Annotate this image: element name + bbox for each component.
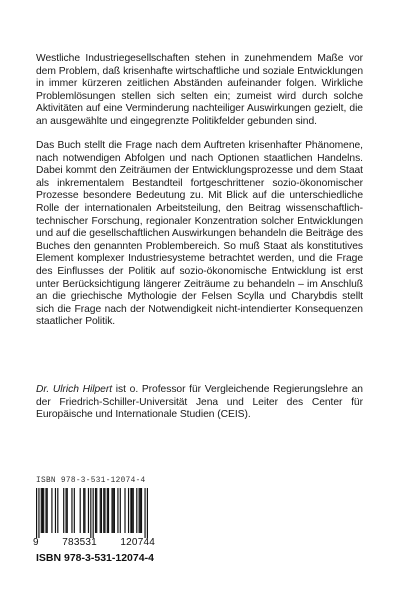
barcode-bar: [84, 488, 85, 533]
barcode-bar: [90, 488, 91, 538]
barcode-bar: [139, 488, 140, 533]
barcode-bar: [111, 488, 112, 533]
barcode-bar: [42, 488, 43, 533]
barcode-bar: [147, 488, 148, 538]
barcode-bar: [65, 488, 66, 533]
barcode-bar: [136, 488, 137, 533]
barcode-bar: [130, 488, 131, 533]
barcode-digit-group-right: 120744: [120, 537, 155, 548]
barcode-bar: [101, 488, 102, 533]
barcode-bar: [95, 488, 96, 533]
barcode-bar: [83, 488, 84, 533]
barcode-bar: [41, 488, 42, 533]
isbn-large-label: ISBN 978-3-531-12074-4: [36, 552, 154, 564]
barcode-bar: [51, 488, 52, 533]
barcode-bar: [114, 488, 115, 533]
barcode-bar: [80, 488, 81, 533]
barcode-bar: [144, 488, 145, 538]
barcode-bar: [36, 488, 37, 538]
barcode-bar: [107, 488, 108, 533]
barcode-bar: [96, 488, 97, 533]
paragraph-intro-text: Westliche Industriegesellschaften stehen in zunehmendem Maße vor dem Problem, daß krisenhafte wirtschaftliche und soziale Entwicklungen in immer kürzeren zeitlichen Abständen aufeinander folgen. Wirkliche Problemlösungen stellen sich selten ein; zumeist wird durch solche Aktivitäten auf eine Verminderung nachteiliger Auswirkungen gezielt, die an ausgewählte und eingegrenzte Politikfelder gebunden sind.: [36, 53, 363, 127]
barcode-bar: [103, 488, 104, 533]
barcode-digit-lead: 9: [33, 537, 39, 548]
barcode-bar: [108, 488, 109, 533]
barcode-bar: [57, 488, 58, 533]
isbn-barcode: [36, 488, 148, 538]
paragraph-intro: [36, 53, 363, 129]
barcode-digits: [33, 537, 155, 548]
barcode-bar: [131, 488, 132, 533]
barcode-bar: [113, 488, 114, 533]
barcode-bar: [128, 488, 129, 533]
barcode-bar: [120, 488, 121, 533]
author-bio-line: [36, 384, 363, 422]
barcode-bar: [47, 488, 48, 533]
paragraph-author-bio: [36, 384, 363, 422]
barcode-bar: [74, 488, 75, 533]
barcode-bar: [88, 488, 89, 533]
barcode-bar: [38, 488, 39, 538]
barcode-bar: [55, 488, 56, 533]
barcode-bar: [71, 488, 72, 533]
barcode-bar: [67, 488, 68, 533]
barcode-digit-group-left: 783531: [62, 537, 97, 548]
author-bio-text: ist o. Professor für Vergleichende Regierungslehre an der Friedrich-Schiller-Universität Jena und Leiter des Center für Europäische und Internationale Studien (CEIS).: [36, 384, 363, 421]
barcode-bar: [124, 488, 125, 533]
barcode-bar: [141, 488, 142, 533]
barcode-bar: [104, 488, 105, 533]
barcode-bar: [133, 488, 134, 533]
paragraph-book-description: [36, 140, 363, 329]
author-name: Dr. Ulrich Hilpert: [36, 384, 113, 395]
paragraph-book-description-text: Das Buch stellt die Frage nach dem Auftreten krisenhafter Phänomene, nach notwendigen Abfolgen und nach Optionen staatlichen Handelns. Dabei kommt den Zeiträumen der Entwicklungsprozesse und dem Staat als inkrementalem Bestandteil fortgeschrittener sozio-ökonomischer Prozesse besondere Bedeutung zu. Mit Blick auf die unterschiedliche Rolle der internationalen Arbeitsteilung, den Beitrag wissenschaftlich-technischer Forschung, regionaler Konzentration solcher Entwicklungen und auf die gesellschaftlichen Auswirkungen behandeln die Beiträge des Buches den genannten Problembereich. So muß Staat als konstitutives Element komplexer Industriesysteme betrachtet werden, und die Frage des Einflusses der Politik auf sozio-ökonomische Entwicklung ist erst unter Berücksichtigung längerer Zeiträume zu behandeln – im Anschluß an die griechische Mythologie der Felsen Scylla und Charybdis stellt sich die Frage nach der Notwendigkeit nicht-intendierter Konsequenzen staatlicher Politik.: [36, 140, 363, 328]
barcode-bar: [100, 488, 101, 533]
barcode-bar: [63, 488, 64, 533]
isbn-small-label: ISBN 978-3-531-12074-4: [36, 477, 146, 485]
barcode-bar: [93, 488, 94, 538]
barcode-bar: [140, 488, 141, 533]
barcode-bar: [43, 488, 44, 533]
barcode-bar: [45, 488, 46, 533]
barcode-bar: [117, 488, 118, 533]
